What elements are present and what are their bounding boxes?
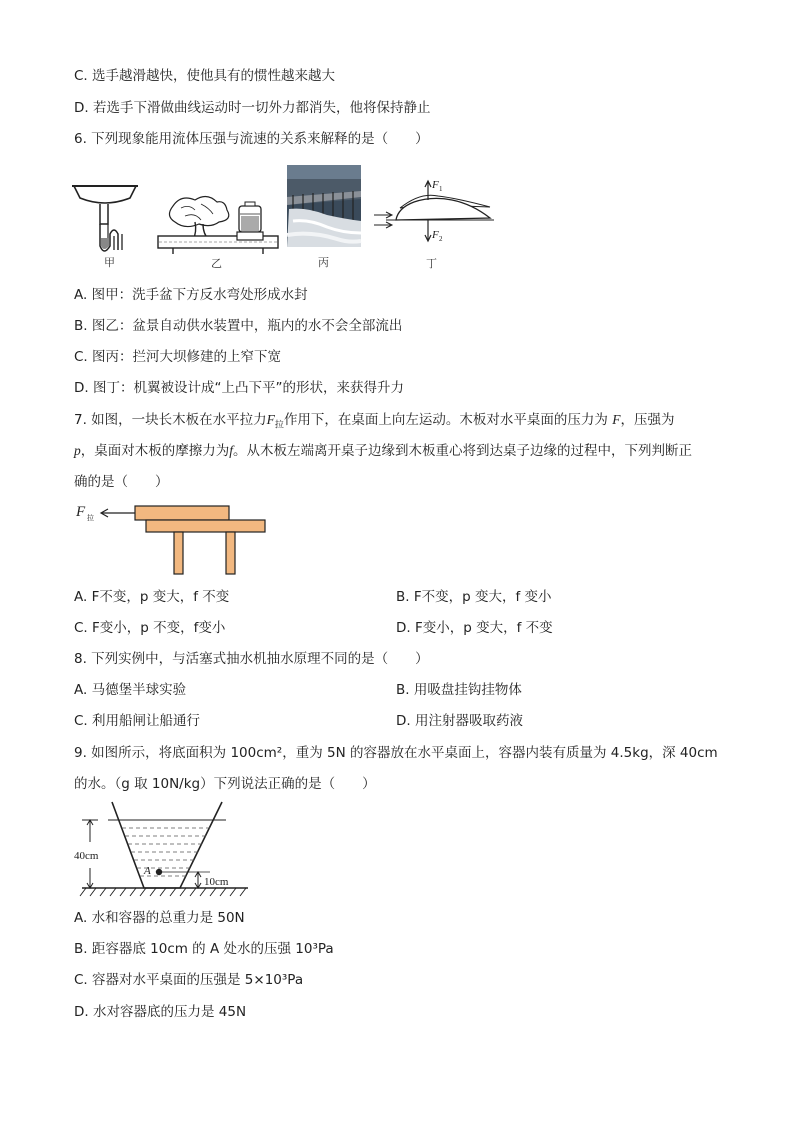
q6-label-bing: 丙 [318,257,329,269]
q9-depth-label: 40cm [74,850,99,862]
q7-option-c: C. F变小，p 不变，f变小 [74,620,226,636]
q9-option-b: B. 距容器底 10cm 的 A 处水的压强 10³Pa [74,941,334,957]
q7-option-d: D. F变小，p 变大，f 不变 [396,620,553,636]
q6-figure-wing [372,174,500,270]
q7-force-sub: 拉 [87,514,94,522]
q8-option-b: B. 用吸盘挂钩挂物体 [396,682,522,698]
q6-label-ding: 丁 [426,258,437,270]
q9-stem-line1: 9. 如图所示，将底面积为 100cm²，重为 5N 的容器放在水平桌面上，容器内装有质量为 4.5kg，深 40cm [74,745,718,761]
q7-option-b: B. F不变，p 变大，f 变小 [396,589,552,605]
q9-stem-line2: 的水。（g 取 10N/kg）下列说法正确的是（ ） [74,776,376,792]
q9-height-label: 10cm [204,876,229,888]
q9-option-d: D. 水对容器底的压力是 45N [74,1004,247,1020]
q9-option-c: C. 容器对水平桌面的压强是 5×10³Pa [74,972,304,988]
q6-force-f1-sub: 1 [439,185,443,193]
q6-force-f2-sub: 2 [439,235,443,243]
q6-figure-sink [70,180,150,270]
q7-stem-line3: 确的是（ ） [74,474,169,490]
q6-option-b: B. 图乙：盆景自动供水装置中，瓶内的水不会全部流出 [74,318,403,334]
q9-point-label: A [144,865,151,877]
q6-force-f1: F [432,179,439,191]
q7-figure-board-table [72,500,272,580]
q8-option-d: D. 用注射器吸取药液 [396,713,523,729]
q8-option-c: C. 利用船闸让船通行 [74,713,201,729]
q9-option-a: A. 水和容器的总重力是 50N [74,910,245,926]
q7-force-label: F [76,504,86,520]
q6-figure-dam-photo [287,165,362,270]
q6-option-a: A. 图甲：洗手盆下方反水弯处形成水封 [74,287,308,303]
q9-figure-container [72,800,282,902]
q8-stem: 8. 下列实例中，与活塞式抽水机抽水原理不同的是（ ） [74,651,429,667]
q6-stem: 6. 下列现象能用流体压强与流速的关系来解释的是（ ） [74,131,429,147]
q7-option-a: A. F不变，p 变大，f 不变 [74,589,230,605]
q5-option-d: D. 若选手下滑做曲线运动时一切外力都消失，他将保持静止 [74,100,431,116]
q8-option-a: A. 马德堡半球实验 [74,682,187,698]
q5-option-c: C. 选手越滑越快，使他具有的惯性越来越大 [74,68,336,84]
q6-label-yi: 乙 [211,258,222,270]
q7-stem-line2: p，桌面对木板的摩擦力为f。从木板左端离开桌子边缘到木板重心将到达桌子边缘的过程中，下列判断正 [74,443,693,459]
q6-figure-bonsai [155,190,285,270]
q6-option-d: D. 图丁：机翼被设计成“上凸下平”的形状，来获得升力 [74,380,404,396]
q6-force-f2: F [432,229,439,241]
q6-option-c: C. 图丙：拦河大坝修建的上窄下宽 [74,349,282,365]
q6-label-jia: 甲 [104,257,115,269]
q7-stem-line1: 7. 如图，一块长木板在水平拉力$F_拉$作用下，在桌面上向左运动。木板对水平桌面的压力为 F，压强为 [74,412,675,431]
